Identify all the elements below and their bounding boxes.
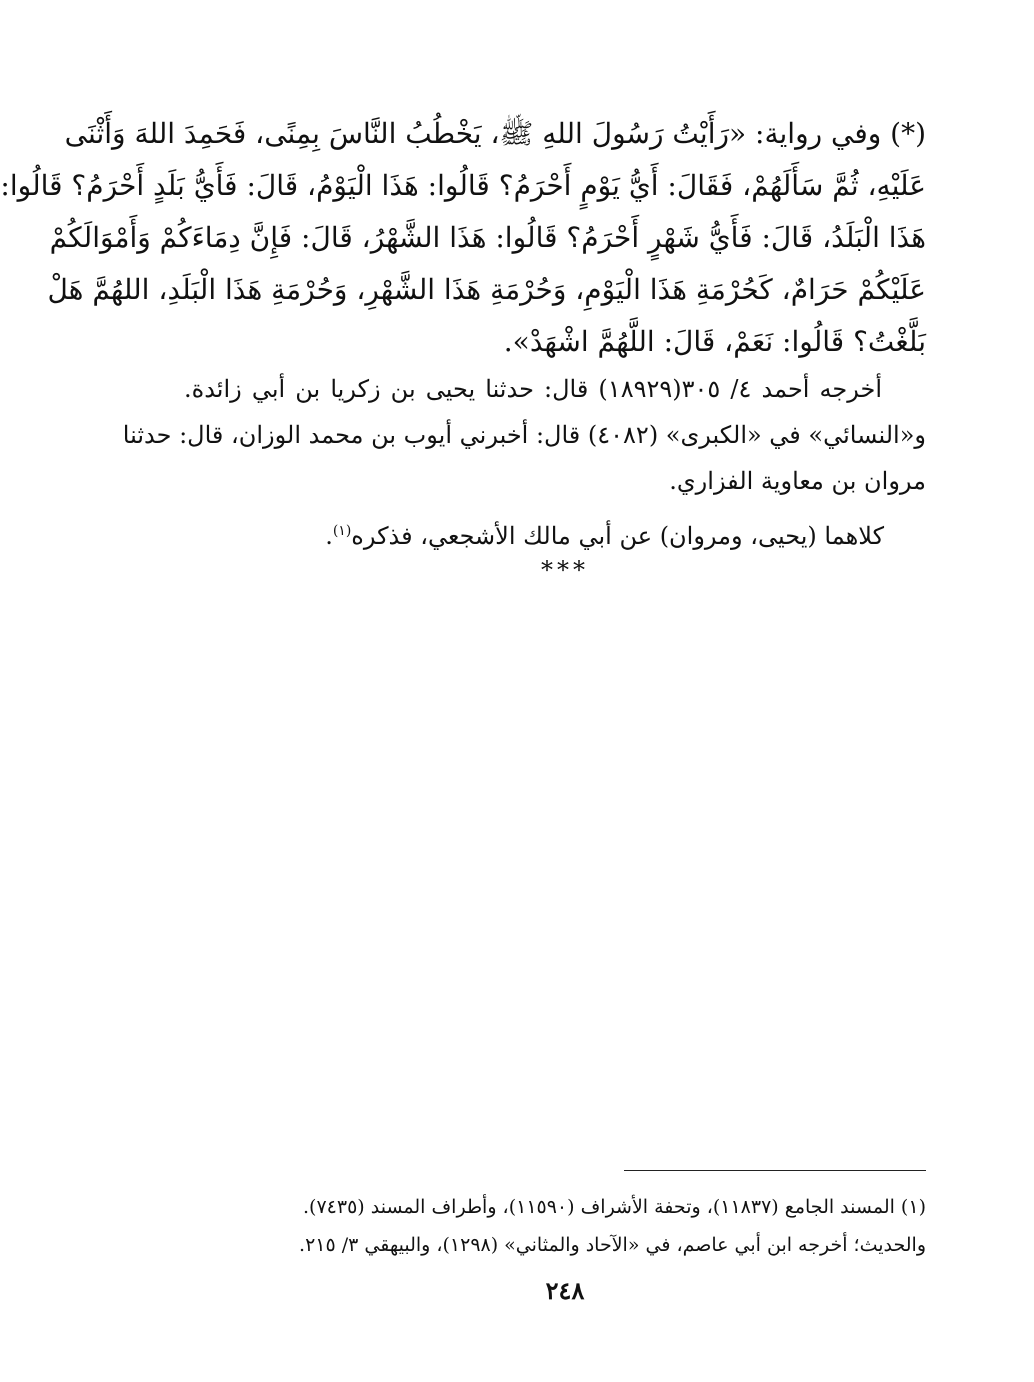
footnote-item: (١) المسند الجامع (١١٨٣٧)، وتحفة الأشراف (١١٥٩٠)، وأطراف المسند (٧٤٣٥).	[303, 1196, 926, 1218]
hadith-line: هَذَا الْبَلَدُ، قَالَ: فَأَيُّ شَهْرٍ أَحْرَمُ؟ قَالُوا: هَذَا الشَّهْرُ، قَالَ: فَإِنَّ دِمَاءَكُمْ وَأَمْوَالَكُمْ	[49, 221, 926, 254]
footnote-reference[interactable]: (١)	[332, 523, 352, 539]
takhrij-line: أخرجه أحمد ٤/ ٣٠٥(١٨٩٢٩) قال: حدثنا يحيى بن زكريا بن أبي زائدة.	[184, 375, 882, 403]
section-separator: ***	[541, 556, 589, 584]
conclusion-end: .	[325, 522, 333, 550]
takhrij-line: مروان بن معاوية الفزاري.	[669, 467, 926, 495]
footnote-divider	[624, 1170, 926, 1171]
conclusion-text: كلاهما (يحيى، ومروان) عن أبي مالك الأشجعي، فذكره	[351, 522, 884, 550]
footnotes	[184, 1188, 926, 1264]
page-number: ٢٤٨	[545, 1276, 585, 1305]
hadith-line: عَلَيْكُمْ حَرَامٌ، كَحُرْمَةِ هَذَا الْيَوْمِ، وَحُرْمَةِ هَذَا الشَّهْرِ، وَحُرْمَةِ هَذَا الْبَلَدِ، اللهُمَّ هَلْ	[47, 273, 926, 306]
footnote-item: والحديث؛ أخرجه ابن أبي عاصم، في «الآحاد والمثاني» (١٢٩٨)، والبيهقي ٣/ ٢١٥.	[299, 1234, 926, 1256]
conclusion-line	[184, 508, 884, 559]
hadith-line: عَلَيْهِ، ثُمَّ سَأَلَهُمْ، فَقَالَ: أَيُّ يَوْمٍ أَحْرَمُ؟ قَالُوا: هَذَا الْيَوْمُ، قَالَ: فَأَيُّ بَلَدٍ أَحْرَمُ؟ قَالُوا:	[0, 169, 926, 202]
takhrij-paragraph	[122, 366, 926, 504]
hadith-text	[0, 108, 926, 368]
hadith-line: بَلَّغْتُ؟ قَالُوا: نَعَمْ، قَالَ: اللَّهُمَّ اشْهَدْ».	[503, 325, 926, 358]
hadith-line: (*) وفي رواية: «رَأَيْتُ رَسُولَ اللهِ ﷺ، يَخْطُبُ النَّاسَ بِمِنًى، فَحَمِدَ اللهَ وَأَثْنَى	[64, 117, 926, 150]
takhrij-line: و«النسائي» في «الكبرى» (٤٠٨٢) قال: أخبرني أيوب بن محمد الوزان، قال: حدثنا	[122, 421, 926, 449]
